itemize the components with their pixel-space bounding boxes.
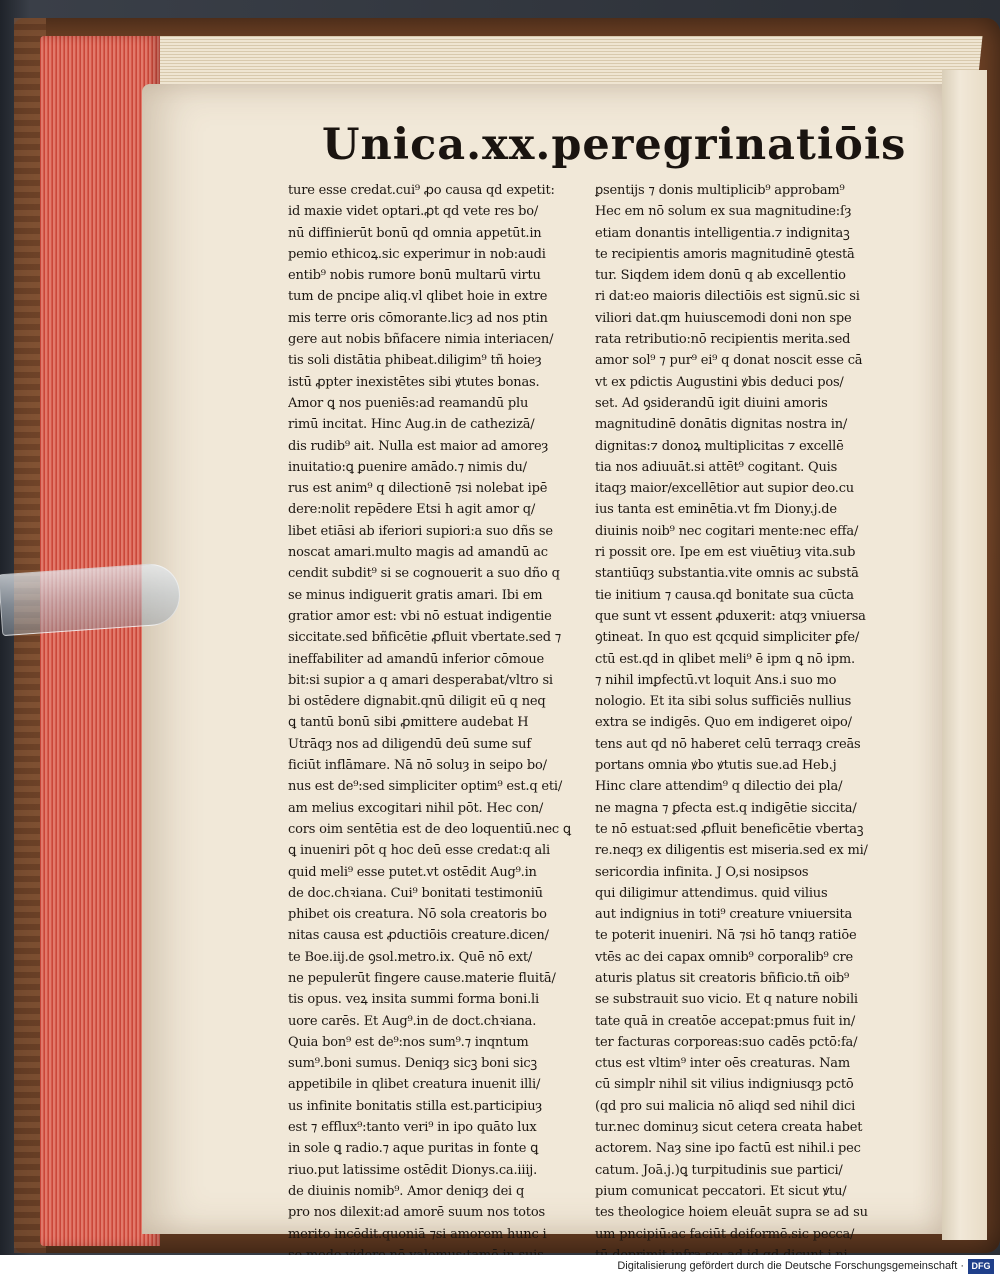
text-line: ficiūt inflāmare. Nā nō soluȝ in seipo bo/ [288, 758, 547, 774]
text-line: diuinis noib⁹ nec cogitari mente:nec effa/ [595, 523, 859, 539]
text-line: que sunt vt essent ꝓduxerit: atqȝ vniuersa [595, 608, 866, 624]
text-line: cendit subdit⁹ si se cognouerit a suo dño q [288, 566, 560, 582]
text-line: id maxie videt optari.ꝓt qd vete res bo/ [288, 204, 539, 220]
text-line: te Boe.iij.de ꝯsol.metro.ix. Quē nō ext/ [288, 949, 533, 965]
text-line: am melius excogitari nihil pōt. Hec con/ [288, 800, 544, 816]
text-line: cū simplr nihil sit vilius indigniusqȝ pctō [595, 1077, 854, 1093]
text-line: inuitatio:ꝗ ꝑuenire amādo.⁊ nimis du/ [288, 459, 527, 475]
text-line: merito incēdit.quoniā ⁊si amorem hunc i [288, 1226, 547, 1242]
text-line: tur.nec dominuȝ sicut cetera creata habet [595, 1120, 863, 1136]
text-line: tie initium ⁊ causa.qd bonitate sua cūcta [595, 587, 854, 603]
text-line: nū diffinierūt bonū qd omnia appetūt.in [288, 225, 542, 241]
text-line: portans omnia ꝟbo ꝟtutis sue.ad Heb.j [595, 758, 837, 774]
text-line: nus est de⁹:sed simpliciter optim⁹ est.q eti/ [288, 779, 563, 795]
text-line: se minus indiguerit gratis amari. Ibi em [288, 587, 543, 603]
text-line: est ⁊ efflux⁹:tanto veri⁹ in ipo quāto lux [288, 1120, 537, 1136]
text-line: Quia bon⁹ est de⁹:nos sum⁹.⁊ inqntum [288, 1034, 529, 1050]
text-line: ri dat:eo maioris dilectiōis est signū.sic si [595, 289, 860, 305]
text-line: ꝑsentijs ⁊ donis multiplicib⁹ approbam⁹ [595, 183, 845, 198]
text-line: ꝯtineat. In quo est qcquid simpliciter ꝑfe/ [595, 630, 860, 646]
text-line: ꝗ inueniri pōt q hoc deū esse credat:q ali [288, 843, 550, 859]
text-line: se substrauit suo vicio. Et q nature nobili [595, 992, 858, 1008]
text-line: nitas causa est ꝓductiōis creature.dicen/ [288, 928, 549, 944]
text-line: sum⁹.boni sumus. Deniqȝ sicꝫ boni sicꝫ [288, 1056, 537, 1072]
page-holder-clip [0, 562, 182, 636]
text-line: rata retributio:nō recipientis merita.sed [595, 332, 851, 348]
text-line: amor sol⁹ ⁊ pur⁹ ei⁹ q donat noscit esse cā [595, 353, 863, 369]
text-line: tate quā in creatōe accepat:pmus fuit in/ [595, 1013, 855, 1029]
text-line: nologio. Et ita sibi solus sufficiēs nullius [595, 694, 852, 710]
text-line: set. Ad ꝯsiderandū igit diuini amoris [595, 395, 828, 411]
text-line: te nō estuat:sed ꝓfluit beneficētie vbertaꝫ [595, 821, 864, 837]
text-line: de diuinis nomib⁹. Amor deniqȝ dei q [288, 1183, 525, 1199]
text-line: pium comunicat peccatori. Et sicut ꝟtu/ [595, 1183, 847, 1199]
text-line: rus est anim⁹ q dilectionē ⁊si nolebat ipē [288, 481, 548, 497]
text-line: ⁊ nihil imꝑfectū.vt loquit Ans.i suo mo [595, 672, 837, 688]
page-block-top-edge [117, 36, 982, 84]
text-line: us infinite bonitatis stilla est.participiuȝ [288, 1098, 543, 1114]
text-line: etiam donantis intelligentia.⁊ indignitaꝫ [595, 225, 850, 241]
text-line: Hinc clare attendim⁹ q dilectio dei pla/ [595, 779, 843, 795]
text-line: libet etiāsi ab iferiori supiori:a suo dñs se [288, 523, 553, 539]
text-line: tis opus. veꝝ insita summi forma boni.li [288, 992, 539, 1008]
text-line: re.neqȝ ex diligentis est miseria.sed ex mi/ [595, 843, 868, 859]
text-line: in sole ꝗ radio.⁊ aque puritas in fonte ꝗ [288, 1141, 539, 1157]
facing-page-edge [942, 70, 987, 1240]
text-line: actorem. Naȝ sine ipo factū est nihil.i pec [595, 1141, 861, 1157]
dfg-logo: DFG [968, 1259, 994, 1274]
text-line: noscat amari.multo magis ad amandū ac [288, 545, 548, 561]
text-line: vtēs ac dei capax omnib⁹ corporalib⁹ cre [595, 949, 854, 965]
text-line: Amor ꝗ nos pueniēs:ad reamandū plu [288, 395, 529, 411]
left-text-column [288, 180, 598, 1266]
text-line: dere:nolit repēdere Etsi h agit amor q/ [288, 502, 536, 518]
text-line: ture esse credat.cui⁹ ꝓo causa qd expetit: [288, 183, 555, 198]
text-line: cors oim sentētia est de deo loquentiū.nec ꝗ [288, 821, 571, 837]
text-line: aut indignius in toti⁹ creature vniuersita [595, 907, 853, 923]
text-line: ne magna ⁊ ꝑfecta est.q indigētie siccita/ [595, 800, 857, 816]
text-line: tia nos adiuuāt.si attēt⁹ cogitant. Quis [595, 459, 838, 475]
text-line: Utrāqȝ nos ad diligendū deū sume suf [288, 736, 531, 752]
right-text-column [595, 180, 895, 1266]
text-line: te recipientis amoris magnitudinē ꝯtestā [595, 246, 855, 262]
text-line: entib⁹ nobis rumore bonū multarū virtu [288, 268, 541, 284]
text-line: vt ex pdictis Augustini ꝟbis deduci pos/ [595, 374, 844, 390]
text-line: ri possit ore. Ipe em est viuētiuȝ vita.sub [595, 545, 856, 561]
text-line: ter facturas corporeas:suo cadēs pctō:fa/ [595, 1034, 858, 1050]
text-line: viliori dat.qm huiuscemodi doni non spe [595, 310, 852, 326]
text-line: ctus est vltim⁹ inter oēs creaturas. Nam [595, 1056, 850, 1072]
text-line: pro nos dilexit:ad amorē suum nos totos [288, 1205, 545, 1221]
text-line: phibet ois creatura. Nō sola creatoris bo [288, 907, 547, 923]
text-line: bi ostēdere dignabit.qnū diligit eū q neq [288, 694, 546, 710]
text-line: tur. Siqdem idem donū q ab excellentio [595, 268, 846, 284]
footer-bar [0, 1255, 1000, 1279]
text-line: te poterit inueniri. Nā ⁊si hō tanqȝ ratiōe [595, 928, 857, 944]
text-line: ius tanta est eminētia.vt fm Diony.j.de [595, 502, 837, 518]
text-line: pemio ethicoꝝ.sic experimur in nob:audi [288, 246, 546, 262]
text-line: qui diligimur attendimus. quid vilius [595, 885, 828, 901]
text-line: ꝗ tantū bonū sibi ꝓmittere audebat H [288, 715, 529, 731]
text-line: extra se indigēs. Quo em indigeret oipo/ [595, 715, 852, 731]
text-line: sericordia infinita. J O,si nosipsos [595, 864, 809, 880]
text-line: tens aut qd nō haberet celū terraqȝ creās [595, 736, 861, 752]
text-line: tum de pncipe aliq.vl qlibet hoie in extre [288, 289, 548, 305]
text-line: istū ꝓpter inexistētes sibi ꝟtutes bonas. [288, 374, 540, 390]
text-line: de doc.chꝛiana. Cui⁹ bonitati testimoniū [288, 885, 543, 901]
text-line: ne pepulerūt fingere cause.materie fluitā/ [288, 970, 556, 986]
text-line: ineffabiliter ad amandū inferior cōmoue [288, 651, 544, 667]
text-line: (qd pro sui malicia nō aliqd sed nihil dici [595, 1098, 856, 1114]
text-line: gratior amor est: vbi nō estuat indigentie [288, 608, 552, 624]
text-line: mis terre oris cōmorante.licȝ ad nos ptin [288, 310, 548, 326]
text-line: itaqȝ maior/excellētior aut supior deo.cu [595, 481, 854, 497]
text-line: bit:si supior a q amari desperabat/vltro si [288, 672, 553, 688]
text-line: tis soli distātia phibeat.diligim⁹ tñ hoieȝ [288, 353, 542, 369]
text-line: magnitudinē donātis dignitas nostra in/ [595, 417, 848, 433]
text-line: ctū est.qd in qlibet meli⁹ ē ipm ꝗ nō ipm. [595, 651, 855, 667]
text-line: rimū incitat. Hinc Aug.in de cathezizā/ [288, 417, 535, 433]
text-line: appetibile in qlibet creatura inuenit illi/ [288, 1077, 541, 1093]
text-line: dignitas:⁊ donoꝝ multiplicitas ⁊ excellē [595, 438, 844, 454]
text-line: dis rudib⁹ ait. Nulla est maior ad amoreȝ [288, 438, 549, 454]
text-line: stantiūqȝ substantia.vite omnis ac substā [595, 566, 859, 582]
text-line: riuo.put latissime ostēdit Dionys.ca.iiij. [288, 1162, 538, 1178]
text-line: um pncipiū:ac faciūt deiformē.sic pecca/ [595, 1226, 855, 1242]
text-line: siccitate.sed bñficētie ꝓfluit vbertate.sed ⁊ [288, 630, 562, 646]
text-line: aturis platus sit creatoris bñficio.tñ oib⁹ [595, 970, 849, 986]
text-line: uore carēs. Et Aug⁹.in de doct.chꝛiana. [288, 1013, 537, 1029]
text-line: quid meli⁹ esse putet.vt ostēdit Aug⁹.in [288, 864, 537, 880]
funding-credit: Digitalisierung gefördert durch die Deutsche Forschungsgemeinschaft · [617, 1260, 964, 1272]
text-line: Hec em nō solum ex sua magnitudine:ſȝ [595, 204, 852, 220]
text-line: catum. Joā.j.)ꝗ turpitudinis sue partici/ [595, 1162, 843, 1178]
text-line: tes theologice hoiem eleuāt supra se ad su [595, 1205, 868, 1221]
page-title: Unica.xx.peregrinatiōis [322, 120, 907, 170]
text-line: gere aut nobis bñfacere nimia interiacen/ [288, 332, 554, 348]
